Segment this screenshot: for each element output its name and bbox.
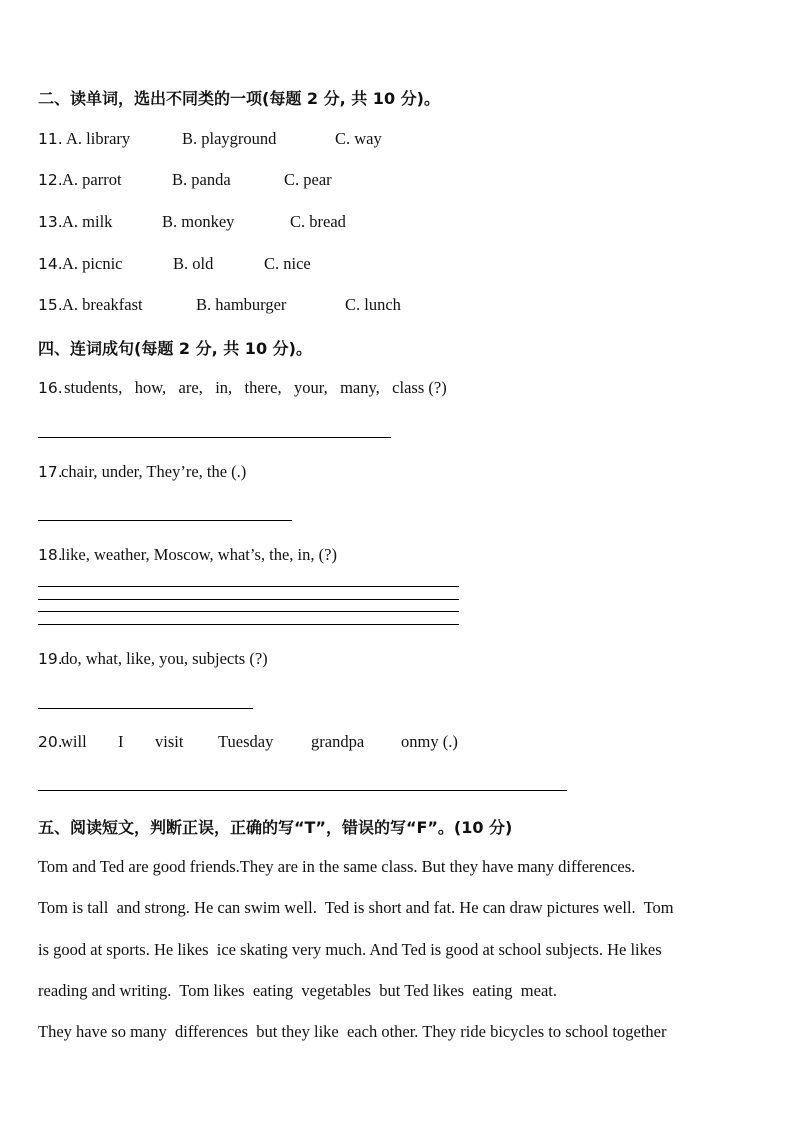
section-2-heading: 二、读单词，选出不同类的一项(每题 2 分, 共 10 分)。	[38, 89, 440, 108]
passage-line: is good at sports. He likes ice skating very much. And Ted is good at school subjects. He likes	[38, 940, 662, 959]
answer-line	[38, 437, 391, 438]
option-a: A. parrot	[62, 170, 122, 189]
passage-line: reading and writing. Tom likes eating vegetables but Ted likes eating meat.	[38, 981, 557, 1000]
question-number: 20.	[38, 733, 63, 751]
word: grandpa	[311, 732, 365, 751]
question-number: 12.	[38, 171, 63, 189]
answer-line	[38, 611, 459, 612]
option-b: B. hamburger	[196, 295, 287, 314]
question-number: 16.	[38, 379, 63, 397]
word: I	[118, 732, 124, 751]
word: visit	[155, 732, 184, 751]
question-number: 14.	[38, 255, 63, 273]
section-4-heading: 四、连词成句(每题 2 分, 共 10 分)。	[38, 339, 312, 358]
word: will	[61, 732, 87, 751]
passage-line: Tom is tall and strong. He can swim well. Ted is short and fat. He can draw pictures well. Tom	[38, 898, 674, 917]
question-number: 19.	[38, 650, 63, 668]
question-text: do, what, like, you, subjects (?)	[61, 649, 268, 668]
question-text: chair, under, They’re, the (.)	[61, 462, 247, 481]
question-text: like, weather, Moscow, what’s, the, in, (?)	[61, 545, 337, 564]
section-5-heading: 五、阅读短文，判断正误，正确的写“T”，错误的写“F”。(10 分)	[38, 818, 513, 837]
answer-line	[38, 790, 567, 791]
passage-line: Tom and Ted are good friends.They are in the same class. But they have many differences.	[38, 857, 636, 876]
option-a: A. library	[66, 129, 131, 148]
answer-line	[38, 586, 459, 587]
answer-line	[38, 520, 292, 521]
word: onmy (.)	[401, 732, 458, 751]
option-b: B. monkey	[162, 212, 235, 231]
question-number: 17.	[38, 463, 63, 481]
option-c: C. lunch	[345, 295, 401, 314]
question-number: 13.	[38, 213, 63, 231]
question-number: 18.	[38, 546, 63, 564]
word: Tuesday	[218, 732, 274, 751]
option-b: B. old	[173, 254, 214, 273]
answer-line	[38, 599, 459, 600]
option-b: B. panda	[172, 170, 231, 189]
option-a: A. breakfast	[62, 295, 143, 314]
option-c: C. way	[335, 129, 382, 148]
answer-line	[38, 624, 459, 625]
option-c: C. nice	[264, 254, 311, 273]
passage-line: They have so many differences but they like each other. They ride bicycles to school together	[38, 1022, 667, 1041]
question-number: 15.	[38, 296, 63, 314]
option-b: B. playground	[182, 129, 277, 148]
option-c: C. bread	[290, 212, 346, 231]
option-a: A. picnic	[62, 254, 123, 273]
answer-line	[38, 708, 253, 709]
question-number: 11.	[38, 130, 63, 148]
option-a: A. milk	[62, 212, 113, 231]
option-c: C. pear	[284, 170, 332, 189]
question-text: students, how, are, in, there, your, many, class (?)	[60, 378, 447, 397]
